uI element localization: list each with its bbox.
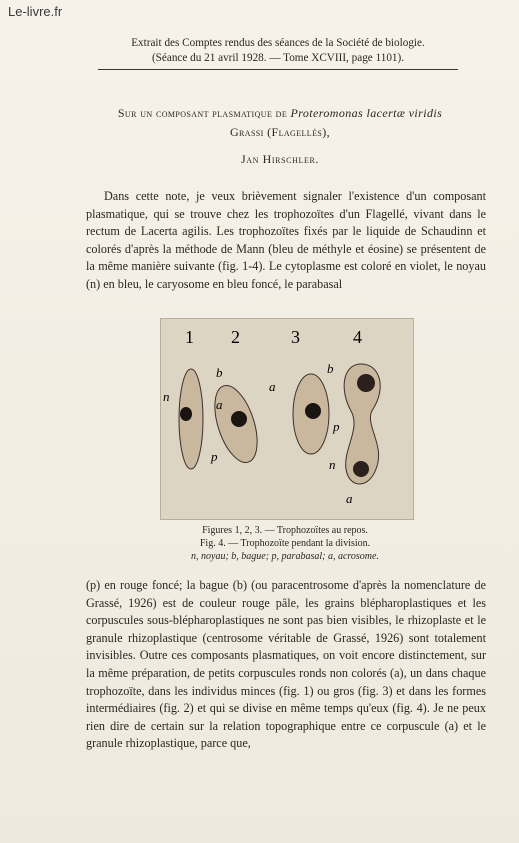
label-a-3: a — [269, 379, 276, 394]
figure-caption — [150, 524, 420, 563]
header-line-1: Extrait des Comptes rendus des séances de la Société de biologie. — [131, 37, 425, 49]
fig-number-2: 2 — [231, 327, 240, 347]
header-rule — [98, 69, 458, 70]
cell-1-nucleus — [180, 407, 192, 421]
label-n-4: n — [329, 457, 336, 472]
caption-line-2: Fig. 4. — Trophozoïte pendant la division. — [199, 538, 371, 549]
title-line-2: Grassi (Flagellés), — [229, 125, 331, 139]
article-title — [70, 104, 490, 142]
fig-number-1: 1 — [185, 327, 194, 347]
cell-4-nucleus-top — [357, 374, 375, 392]
watermark: Le-livre.fr — [8, 4, 63, 19]
journal-header — [98, 36, 458, 66]
fig-number-4: 4 — [353, 327, 362, 347]
fig-number-3: 3 — [291, 327, 300, 347]
label-n-1: n — [163, 389, 170, 404]
figure-trophozoites — [160, 318, 414, 520]
cell-4-nucleus-bottom — [353, 461, 369, 477]
label-p-2: p — [211, 449, 218, 464]
label-a-2: a — [216, 397, 223, 412]
paragraph-2-text: (p) en rouge foncé; la bague (b) (ou paracentrosome d'après la nomenclature de Grassé, 1926) est de couleur rouge pâle, les grains blépharoplastiques et les corpuscules sous-blépharoplastiques ne sont pas bien visibles, le rhizoplaste et le granule rhizoplastique (centrosome véritable de Grassé, 1926) sont totalement invisibles. Outre ces composants plasmatiques, on voit encore distinctement, sur la même préparation, de petits corpuscules ronds non colorés (a), un dans chaque trophozoïte, dans les individus minces (fig. 1) ou gros (fig. 3) et dans les formes intermédiaires (fig. 2) et qui se divise en même temps qu'eux (fig. 4). Je ne peux rien dire de certain sur la relation topographique entre ce corpuscule (a) et le granule rhizoplastique, parce que, — [86, 578, 486, 751]
caption-line-1: Figures 1, 2, 3. — Trophozoïtes au repos. — [202, 525, 368, 536]
header-line-2: (Séance du 21 avril 1928. — Tome XCVIII, page 1101). — [151, 52, 405, 64]
label-b-2: b — [216, 365, 223, 380]
paragraph-1-text: Dans cette note, je veux brièvement signaler l'existence d'un composant plasmatique, qui se trouve chez les trophozoïtes d'un Flagellé, vivant dans le rectum de Lacerta agilis. Les trophozoïtes fixés par le liquide de Schaudinn et colorés d'après la méthode de Mann (bleu de méthyle et éosine) se présentent de la même manière suivante (fig. 1-4). Le cytoplasme est coloré en violet, le noyau (n) en bleu, le caryosome en bleu foncé, le parabasal — [86, 189, 486, 291]
figure-drawing — [161, 319, 413, 519]
cell-3-nucleus — [305, 403, 321, 419]
title-prefix: Sur un composant plasmatique de — [117, 106, 288, 120]
title-species: Proteromonas lacertæ viridis — [290, 106, 443, 120]
label-b-3: b — [327, 361, 334, 376]
label-p-4: p — [333, 419, 340, 434]
paragraph-1 — [86, 188, 486, 294]
cell-2-nucleus — [231, 411, 247, 427]
author: Jan Hirschler. — [241, 152, 319, 166]
caption-line-3: n, noyau; b, bague; p, parabasal; a, acrosome. — [191, 551, 379, 562]
paragraph-2 — [86, 577, 486, 753]
label-a-4: a — [346, 491, 353, 506]
